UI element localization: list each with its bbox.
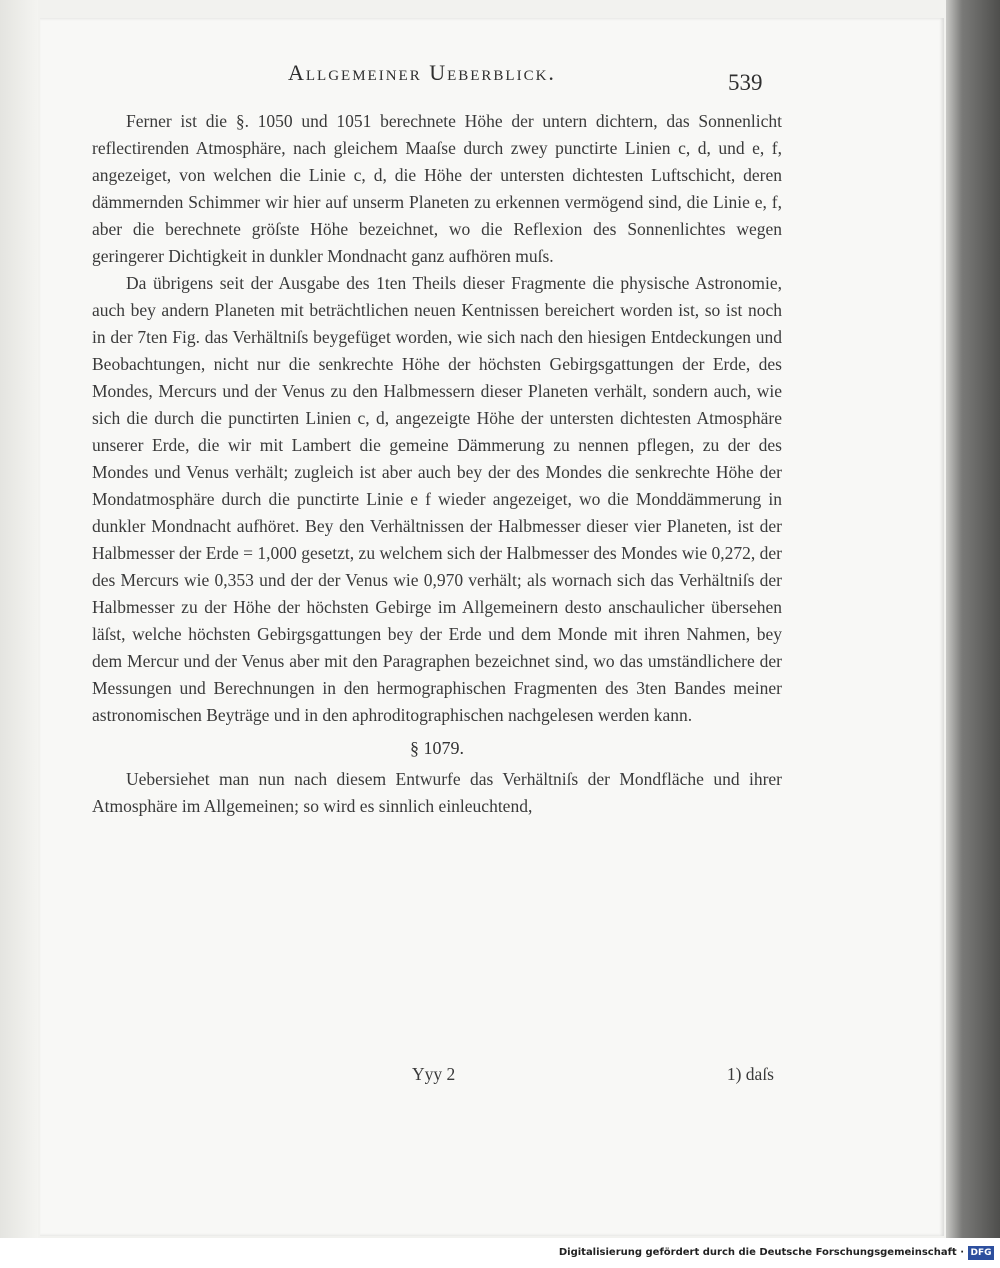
left-margin-shadow [0, 0, 38, 1238]
book-edge-shadow [946, 0, 1000, 1238]
funding-credit: Digitalisierung gefördert durch die Deutsche Forschungsgemeinschaft · [558, 1247, 964, 1258]
paragraph: Uebersiehet man nun nach diesem Entwurfe das Verhältniſs der Mondfläche und ihrer Atmosphäre im Allgemeinen; so wird es sinnlich einleuchtend, [92, 769, 782, 816]
paragraph: Ferner ist die §. 1050 und 1051 berechnete Höhe der untern dichtern, das Sonnenlicht reflectirenden Atmosphäre, nach gleichem Maaſse durch zwey punctirte Linien c, d, und e, f, angezeiget, von welchen die Linie c, d, die Höhe der untersten dichtesten Luftschicht, deren dämmernden Schimmer wir hier auf unserm Planeten zu erkennen vermögend sind, die Linie e, f, aber die berechnete gröſste Höhe bezeichnet, wo die Reflexion des Sonnenlichtes wegen geringerer Dichtigkeit in dunkler Mondnacht ganz aufhören muſs. [92, 111, 782, 266]
page-number: 539 [728, 70, 763, 95]
section-heading: § 1079. [410, 738, 464, 758]
page-body [92, 108, 782, 820]
page-footer [92, 1064, 782, 1094]
running-title: Allgemeiner Ueberblick. [288, 60, 556, 85]
credit-bar [0, 1238, 1000, 1268]
signature-mark: Yyy 2 [412, 1064, 456, 1084]
catchword: 1) daſs [726, 1064, 774, 1084]
dfg-logo-icon: DFG [968, 1246, 994, 1260]
paragraph: Da übrigens seit der Ausgabe des 1ten Theils dieser Fragmente die physische Astronomie, auch bey andern Planeten mit beträchtlichen neuen Kentnissen bereichert worden ist, so ist noch in der 7ten Fig. das Verhältniſs beygefüget worden, wie sich nach den hiesigen Entdeckungen und Beobachtungen, nicht nur die senkrechte Höhe der höchsten Gebirgsgattungen der Erde, des Mondes, Mercurs und der Venus zu den Halbmessern dieser Planeten verhält, sondern auch, wie sich die durch die punctirten Linien c, d, angezeigte Höhe der untersten dichtesten Atmosphäre unserer Erde, die wir mit Lambert die gemeine Dämmerung zu nennen pflegen, zu der des Mondes und Venus verhält; zugleich ist aber auch bey der des Mondes die senkrechte Höhe der Mondatmosphäre durch die punctirte Linie e f wieder angezeiget, wo die Monddämmerung in dunkler Mondnacht aufhöret. Bey den Verhältnissen der Halbmesser dieser vier Planeten, ist der Halbmesser der Erde = 1,000 gesetzt, zu welchem sich der Halbmesser des Mondes wie 0,272, der des Mercurs wie 0,353 und der der Venus wie 0,970 verhält; als wornach sich das Verhältniſs der Halbmesser zu der Höhe der höchsten Gebirge im Allgemeinern desto anschaulicher übersehen läſst, welche höchsten Gebirgsgattungen bey der Erde und dem Monde mit ihren Nahmen, bey dem Mercur und der Venus aber mit den Paragraphen bezeichnet sind, wo das umständlichere der Messungen und Berechnungen in den hermographischen Fragmenten des 3ten Bandes meiner astronomischen Beyträge und in den aphroditographischen nachgelesen werden kann. [92, 273, 782, 725]
